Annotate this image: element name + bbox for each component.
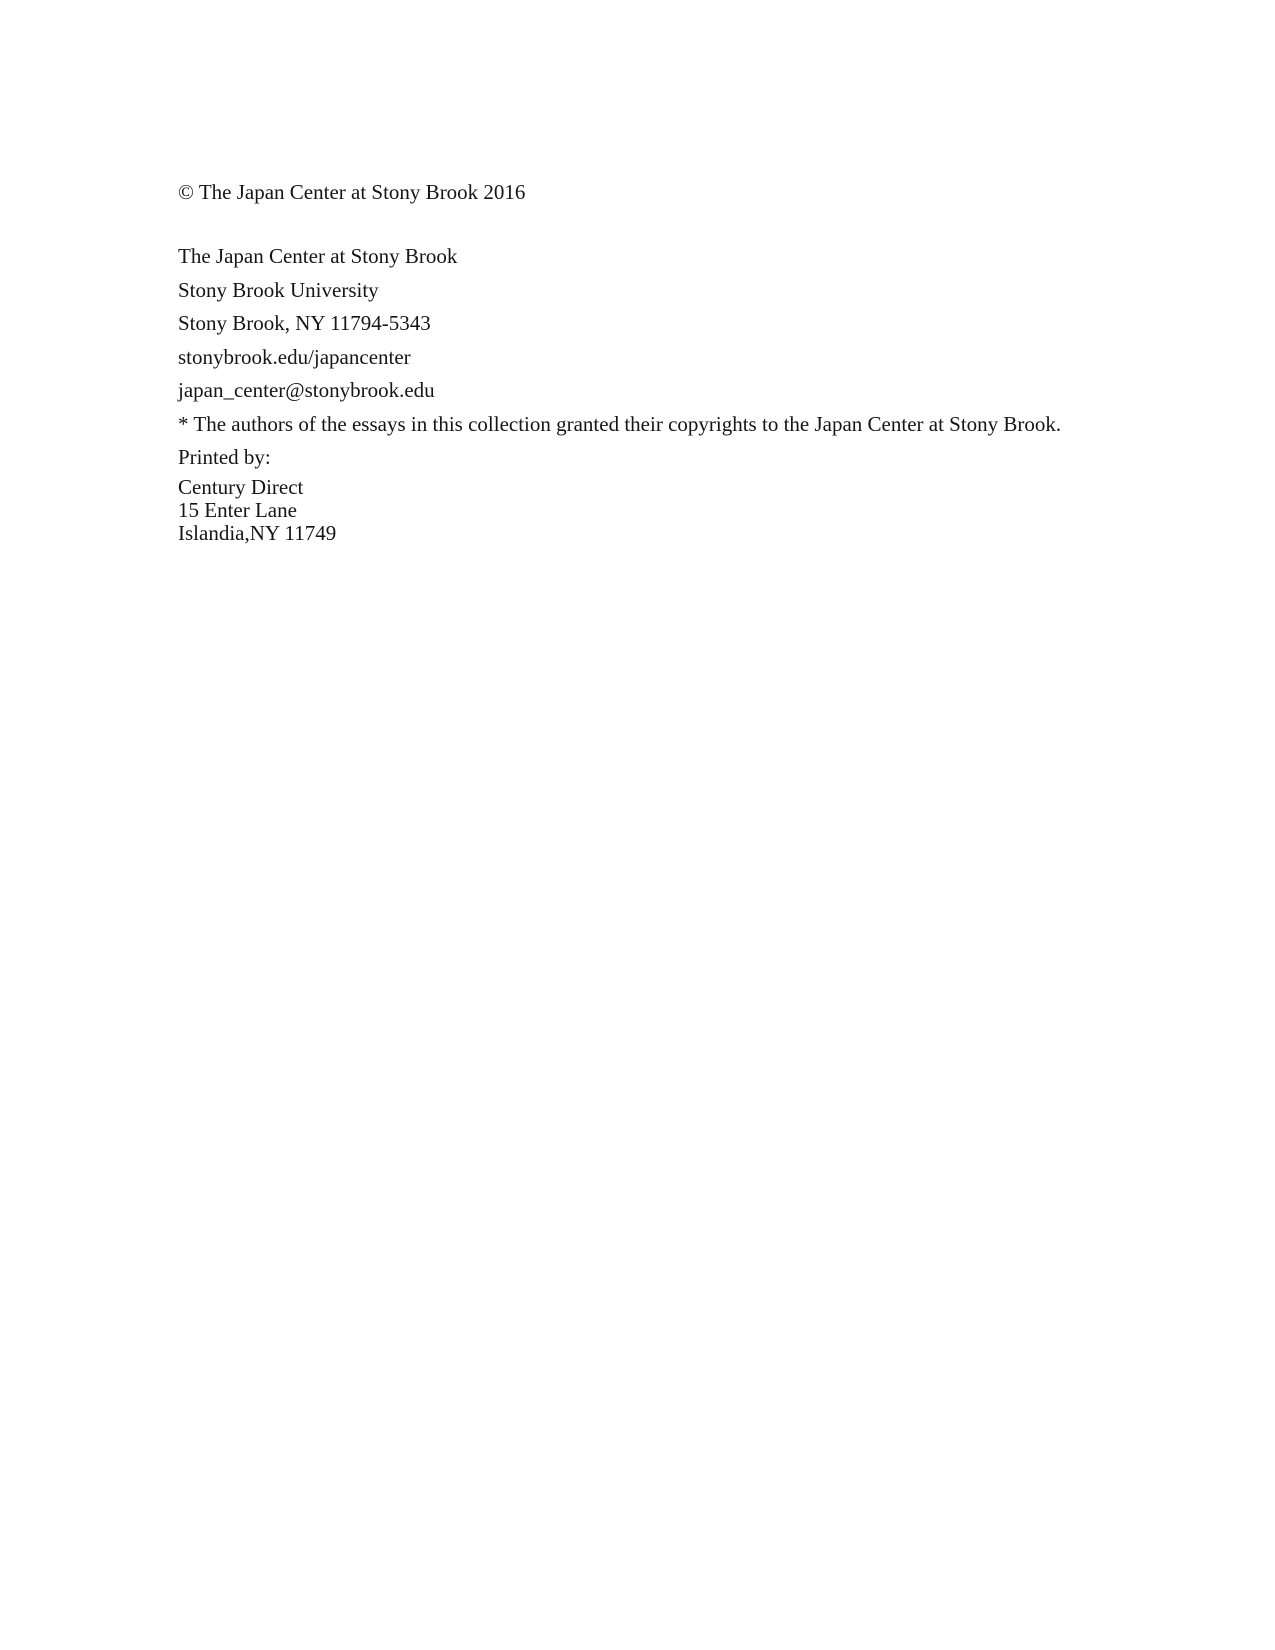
publisher-name-line: The Japan Center at Stony Brook	[178, 244, 458, 268]
publisher-address-line: Stony Brook, NY 11794-5343	[178, 311, 431, 335]
printed-by-label: Printed by:	[178, 445, 271, 469]
printer-address-block	[178, 476, 1158, 545]
page-content	[178, 176, 1158, 545]
printer-city-line: Islandia,NY 11749	[178, 521, 337, 545]
publisher-email-line: japan_center@stonybrook.edu	[178, 378, 435, 402]
copyright-line: © The Japan Center at Stony Brook 2016	[178, 180, 526, 204]
printer-name-line: Century Direct	[178, 475, 304, 499]
publisher-website-line: stonybrook.edu/japancenter	[178, 344, 411, 369]
printer-street-line: 15 Enter Lane	[178, 498, 297, 522]
copyright-note-line: * The authors of the essays in this collection granted their copyrights to the Japan Center at Stony Brook.	[178, 411, 1062, 436]
publisher-university-line: Stony Brook University	[178, 277, 379, 302]
publisher-address-block	[178, 240, 1158, 441]
